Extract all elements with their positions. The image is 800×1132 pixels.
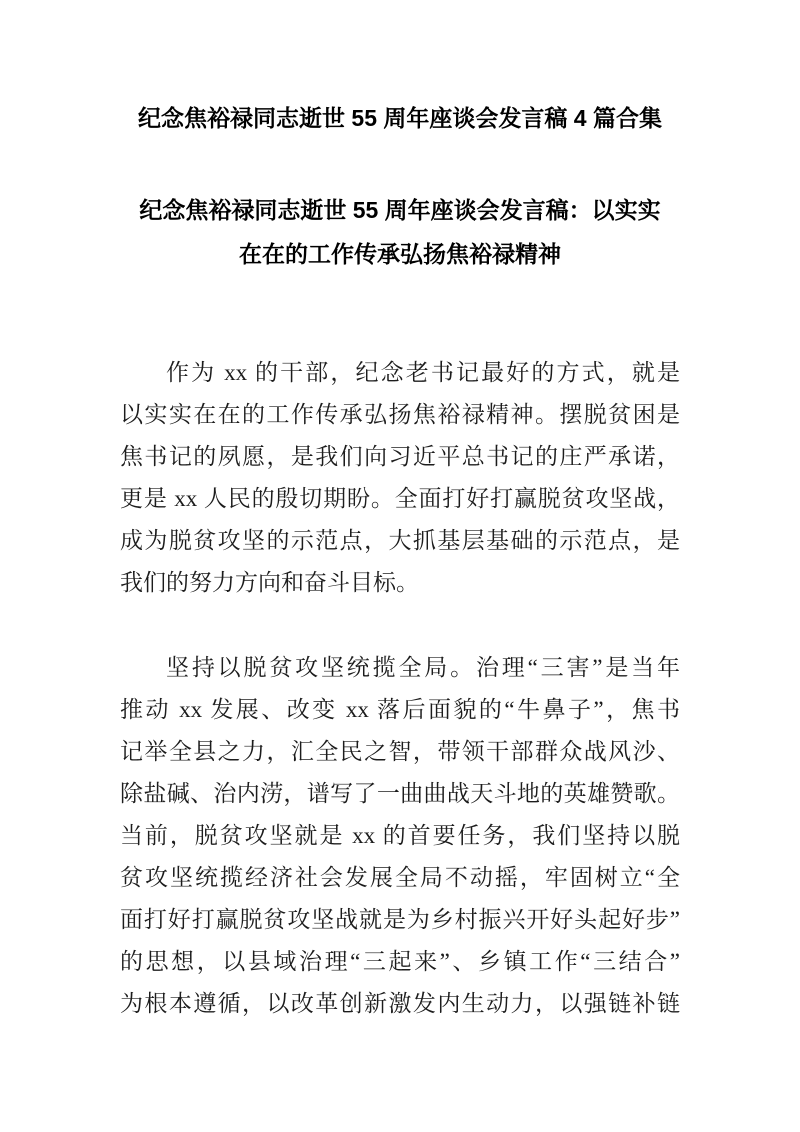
paragraph xyxy=(120,352,680,604)
text-line: 以实实在在的工作传承弘扬焦裕禄精神。摆脱贫困是 xyxy=(120,402,680,427)
text-line: 当前，脱贫攻坚就是 xx 的首要任务，我们坚持以脱 xyxy=(120,823,680,848)
document-content xyxy=(0,101,800,1025)
text-line: 成为脱贫攻坚的示范点，大抓基层基础的示范点，是 xyxy=(120,528,680,553)
text-line: 为根本遵循，以改革创新激发内生动力，以强链补链 xyxy=(120,991,680,1016)
subtitle-line: 在在的工作传承弘扬焦裕禄精神 xyxy=(239,241,561,267)
text-line: 我们的努力方向和奋斗目标。 xyxy=(120,570,419,595)
document-title: 纪念焦裕禄同志逝世 55 周年座谈会发言稿 4 篇合集 xyxy=(138,105,662,131)
text-line: 贫攻坚统揽经济社会发展全局不动摇，牢固树立“全 xyxy=(120,865,680,890)
text-line: 坚持以脱贫攻坚统揽全局。治理“三害”是当年 xyxy=(166,655,680,680)
text-line: 作为 xx 的干部，纪念老书记最好的方式，就是 xyxy=(166,360,680,385)
text-line: 除盐碱、治内涝，谱写了一曲曲战天斗地的英雄赞歌。 xyxy=(120,781,680,806)
subtitle-line: 纪念焦裕禄同志逝世 55 周年座谈会发言稿：以实实 xyxy=(139,197,661,223)
text-line: 面打好打赢脱贫攻坚战就是为乡村振兴开好头起好步” xyxy=(120,907,680,932)
text-line: 记举全县之力，汇全民之智，带领干部群众战风沙、 xyxy=(120,739,680,764)
text-line: 推动 xx 发展、改变 xx 落后面貌的“牛鼻子”，焦书 xyxy=(120,697,680,722)
text-line: 焦书记的夙愿，是我们向习近平总书记的庄严承诺， xyxy=(120,444,680,469)
document-subtitle xyxy=(120,188,680,276)
document-body xyxy=(120,352,680,1025)
text-line: 的思想，以县域治理“三起来”、乡镇工作“三结合” xyxy=(120,949,680,974)
text-line: 更是 xx 人民的殷切期盼。全面打好打赢脱贫攻坚战， xyxy=(120,486,680,511)
paragraph xyxy=(120,647,680,1025)
